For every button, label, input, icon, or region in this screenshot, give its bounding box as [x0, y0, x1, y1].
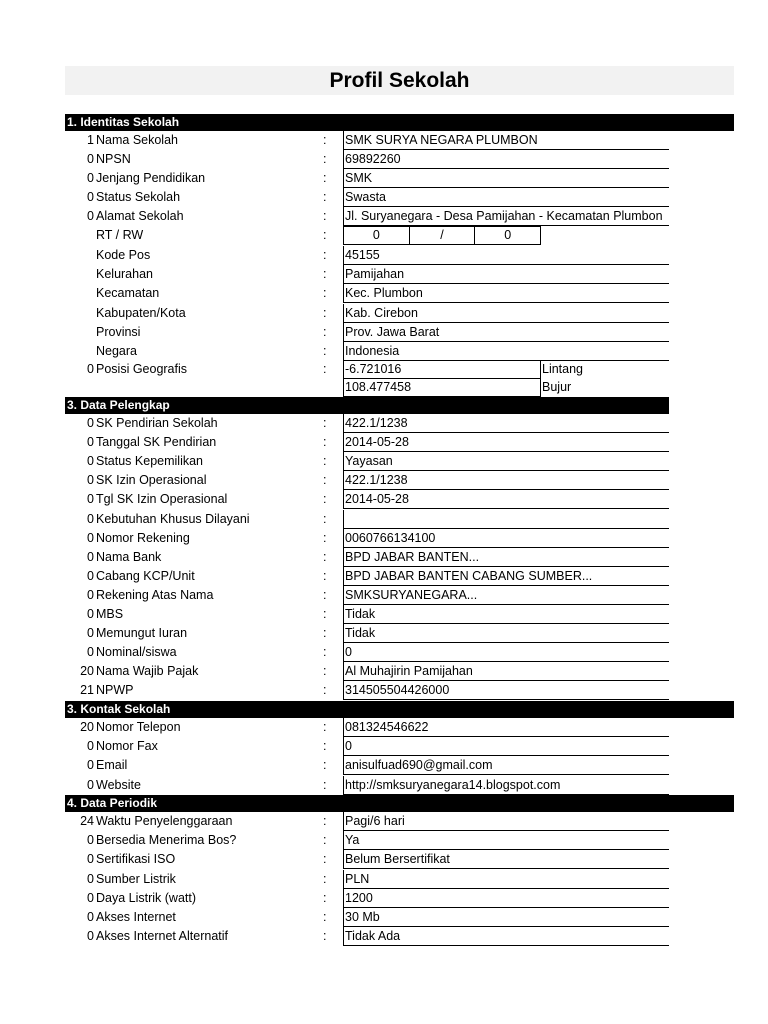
row-number: 1 — [87, 133, 94, 147]
table-row — [0, 812, 768, 831]
row-number: 0 — [87, 890, 94, 905]
row-number: 21 — [80, 683, 94, 698]
table-row — [0, 452, 768, 471]
row-number: 0 — [87, 209, 94, 223]
field-value: Jl. Suryanegara - Desa Pamijahan - Kecamatan Plumbon — [343, 207, 669, 226]
field-label: NPWP — [96, 683, 134, 698]
row-number: 0 — [87, 910, 94, 924]
field-label: Nama Sekolah — [96, 133, 178, 147]
table-row — [0, 188, 768, 207]
row-number: 0 — [87, 607, 94, 621]
longitude-label: Bujur — [542, 380, 572, 394]
colon: : — [323, 814, 327, 828]
colon: : — [323, 344, 327, 358]
table-row — [0, 304, 768, 323]
field-value: SMK SURYA NEGARA PLUMBON — [343, 131, 669, 150]
field-value: SMKSURYANEGARA... — [343, 586, 669, 605]
table-row — [0, 776, 768, 795]
colon: : — [323, 758, 327, 773]
field-value: 314505504426000 — [343, 681, 669, 700]
table-row — [0, 529, 768, 548]
row-number: 0 — [87, 777, 94, 792]
field-label: Kebutuhan Khusus Dilayani — [96, 511, 250, 526]
table-row — [0, 927, 768, 946]
table-row — [0, 737, 768, 756]
colon: : — [323, 530, 327, 545]
field-label: Jenjang Pendidikan — [96, 171, 206, 185]
field-value: Ya — [343, 831, 669, 850]
colon: : — [323, 683, 327, 698]
colon: : — [323, 607, 327, 621]
row-number: 0 — [87, 587, 94, 602]
field-value: Al Muhajirin Pamijahan — [343, 662, 669, 681]
colon: : — [323, 286, 327, 301]
colon: : — [323, 454, 327, 469]
row-number: 0 — [87, 171, 94, 185]
field-label: Provinsi — [96, 324, 141, 339]
field-label: Sumber Listrik — [96, 871, 176, 886]
field-value: 081324546622 — [343, 718, 669, 737]
colon: : — [323, 435, 327, 450]
field-value: Kec. Plumbon — [343, 284, 669, 303]
colon: : — [323, 190, 327, 204]
field-label: Sertifikasi ISO — [96, 852, 176, 867]
row-number: 0 — [87, 929, 94, 944]
table-row — [0, 870, 768, 889]
colon: : — [323, 739, 327, 754]
table-row — [0, 342, 768, 361]
table-row — [0, 433, 768, 452]
field-value — [343, 510, 669, 529]
field-label: Akses Internet Alternatif — [96, 929, 229, 944]
field-label: SK Pendirian Sekolah — [96, 416, 218, 430]
table-row — [0, 471, 768, 490]
field-label: Tgl SK Izin Operasional — [96, 492, 228, 507]
row-number: 0 — [87, 739, 94, 754]
field-label: Nama Bank — [96, 549, 162, 564]
longitude-value: 108.477458 — [343, 378, 541, 397]
row-number: 0 — [87, 758, 94, 773]
field-value: 0 — [343, 643, 669, 662]
page-title: Profil Sekolah — [65, 66, 734, 95]
field-label: Waktu Penyelenggaraan — [96, 814, 233, 828]
rw-value: 0 — [504, 228, 512, 242]
colon: : — [323, 416, 327, 430]
field-value: Tidak — [343, 605, 669, 624]
colon: : — [323, 305, 327, 320]
section-header-periodik: 4. Data Periodik — [65, 795, 734, 812]
row-number: 0 — [87, 645, 94, 660]
field-value: 69892260 — [343, 150, 669, 169]
row-number: 0 — [87, 626, 94, 641]
colon: : — [323, 362, 327, 376]
row-number: 24 — [80, 814, 94, 828]
field-value: 0 — [343, 737, 669, 756]
table-row — [0, 889, 768, 908]
colon: : — [323, 549, 327, 564]
field-value: Pagi/6 hari — [343, 812, 669, 831]
table-row — [0, 662, 768, 681]
field-value: Kab. Cirebon — [343, 304, 669, 323]
colon: : — [323, 171, 327, 185]
table-row — [0, 605, 768, 624]
row-number: 20 — [80, 664, 94, 679]
colon: : — [323, 568, 327, 583]
field-value: 2014-05-28 — [343, 490, 669, 509]
field-label: Kelurahan — [96, 267, 153, 282]
row-number: 0 — [87, 454, 94, 469]
field-label: Email — [96, 758, 128, 773]
field-label: Nomor Rekening — [96, 530, 190, 545]
row-number: 0 — [87, 416, 94, 430]
field-value: SMK — [343, 169, 669, 188]
rtrw-separator: / — [410, 227, 476, 244]
field-value: Tidak — [343, 624, 669, 643]
table-row — [0, 850, 768, 869]
table-row — [0, 567, 768, 586]
row-number: 0 — [87, 435, 94, 450]
field-label: Nomor Fax — [96, 739, 158, 754]
row-number: 0 — [87, 833, 94, 848]
field-value: 422.1/1238 — [343, 471, 669, 490]
field-value: 45155 — [343, 246, 669, 265]
field-label: Cabang KCP/Unit — [96, 568, 195, 583]
colon: : — [323, 833, 327, 848]
table-row — [0, 831, 768, 850]
row-number: 0 — [87, 530, 94, 545]
colon: : — [323, 228, 327, 242]
table-row — [0, 207, 768, 226]
row-number: 0 — [87, 362, 94, 376]
field-value: Pamijahan — [343, 265, 669, 284]
table-row — [0, 150, 768, 169]
colon: : — [323, 473, 327, 488]
field-value: PLN — [343, 870, 669, 889]
field-label: Bersedia Menerima Bos? — [96, 833, 237, 848]
row-number: 0 — [87, 492, 94, 507]
rtrw-label: RT / RW — [96, 228, 144, 242]
row-number: 0 — [87, 190, 94, 204]
table-row — [0, 624, 768, 643]
row-number: 0 — [87, 568, 94, 583]
field-label: Status Sekolah — [96, 190, 181, 204]
geo-lat-row — [0, 360, 768, 379]
field-value: BPD JABAR BANTEN CABANG SUMBER... — [343, 567, 669, 586]
table-row — [0, 265, 768, 284]
colon: : — [323, 890, 327, 905]
field-value: Yayasan — [343, 452, 669, 471]
field-value: 2014-05-28 — [343, 433, 669, 452]
field-value: Swasta — [343, 188, 669, 207]
field-value: http://smksuryanegara14.blogspot.com — [343, 776, 669, 795]
row-number: 0 — [87, 871, 94, 886]
geo-lon-row — [0, 378, 768, 397]
table-row — [0, 169, 768, 188]
colon: : — [323, 133, 327, 147]
colon: : — [323, 626, 327, 641]
field-label: Status Kepemilikan — [96, 454, 204, 469]
colon: : — [323, 492, 327, 507]
geo-label: Posisi Geografis — [96, 362, 188, 376]
row-number: 0 — [87, 852, 94, 867]
colon: : — [323, 871, 327, 886]
table-row — [0, 718, 768, 737]
colon: : — [323, 929, 327, 944]
colon: : — [323, 852, 327, 867]
field-value: 30 Mb — [343, 908, 669, 927]
field-label: NPSN — [96, 152, 131, 166]
row-number: 0 — [87, 152, 94, 166]
section-header-identitas: 1. Identitas Sekolah — [65, 114, 734, 131]
colon: : — [323, 664, 327, 679]
field-value: Tidak Ada — [343, 927, 669, 946]
latitude-label: Lintang — [542, 362, 584, 376]
field-value: 0060766134100 — [343, 529, 669, 548]
colon: : — [323, 267, 327, 282]
table-row — [0, 908, 768, 927]
table-row — [0, 756, 768, 775]
field-value: 422.1/1238 — [343, 414, 669, 433]
field-label: Website — [96, 777, 141, 792]
table-row — [0, 490, 768, 509]
colon: : — [323, 209, 327, 223]
field-label: Kode Pos — [96, 248, 151, 262]
colon: : — [323, 910, 327, 924]
colon: : — [323, 511, 327, 526]
latitude-value: -6.721016 — [343, 360, 541, 379]
field-label: SK Izin Operasional — [96, 473, 207, 488]
field-label: Negara — [96, 344, 137, 358]
table-row — [0, 323, 768, 342]
table-row — [0, 414, 768, 433]
field-label: Nomor Telepon — [96, 720, 181, 734]
row-number: 0 — [87, 511, 94, 526]
table-row — [0, 681, 768, 700]
field-value: anisulfuad690@gmail.com — [343, 756, 669, 775]
section-header-pelengkap: 3. Data Pelengkap — [65, 397, 669, 414]
field-label: Nominal/siswa — [96, 645, 177, 660]
field-label: Kabupaten/Kota — [96, 305, 186, 320]
field-value: BPD JABAR BANTEN... — [343, 548, 669, 567]
table-row — [0, 510, 768, 529]
field-label: Kecamatan — [96, 286, 160, 301]
table-row — [0, 131, 768, 150]
row-number: 0 — [87, 473, 94, 488]
rt-value: 0 — [344, 227, 410, 244]
colon: : — [323, 720, 327, 734]
section-header-kontak: 3. Kontak Sekolah — [65, 701, 734, 718]
field-label: Rekening Atas Nama — [96, 587, 214, 602]
table-row — [0, 548, 768, 567]
field-label: MBS — [96, 607, 124, 621]
field-label: Alamat Sekolah — [96, 209, 184, 223]
colon: : — [323, 248, 327, 262]
field-value: 1200 — [343, 889, 669, 908]
table-row — [0, 586, 768, 605]
table-row — [0, 643, 768, 662]
row-number: 20 — [80, 720, 94, 734]
colon: : — [323, 587, 327, 602]
field-value: Prov. Jawa Barat — [343, 323, 669, 342]
rtrw-row — [0, 226, 768, 245]
field-label: Daya Listrik (watt) — [96, 890, 197, 905]
table-row — [0, 246, 768, 265]
field-label: Nama Wajib Pajak — [96, 664, 199, 679]
field-value: Belum Bersertifikat — [343, 850, 669, 869]
field-value: Indonesia — [343, 342, 669, 361]
row-number: 0 — [87, 549, 94, 564]
field-label: Tanggal SK Pendirian — [96, 435, 217, 450]
rtrw-cells — [343, 226, 541, 245]
colon: : — [323, 645, 327, 660]
field-label: Akses Internet — [96, 910, 176, 924]
colon: : — [323, 777, 327, 792]
field-label: Memungut Iuran — [96, 626, 188, 641]
table-row — [0, 284, 768, 303]
colon: : — [323, 152, 327, 166]
colon: : — [323, 324, 327, 339]
